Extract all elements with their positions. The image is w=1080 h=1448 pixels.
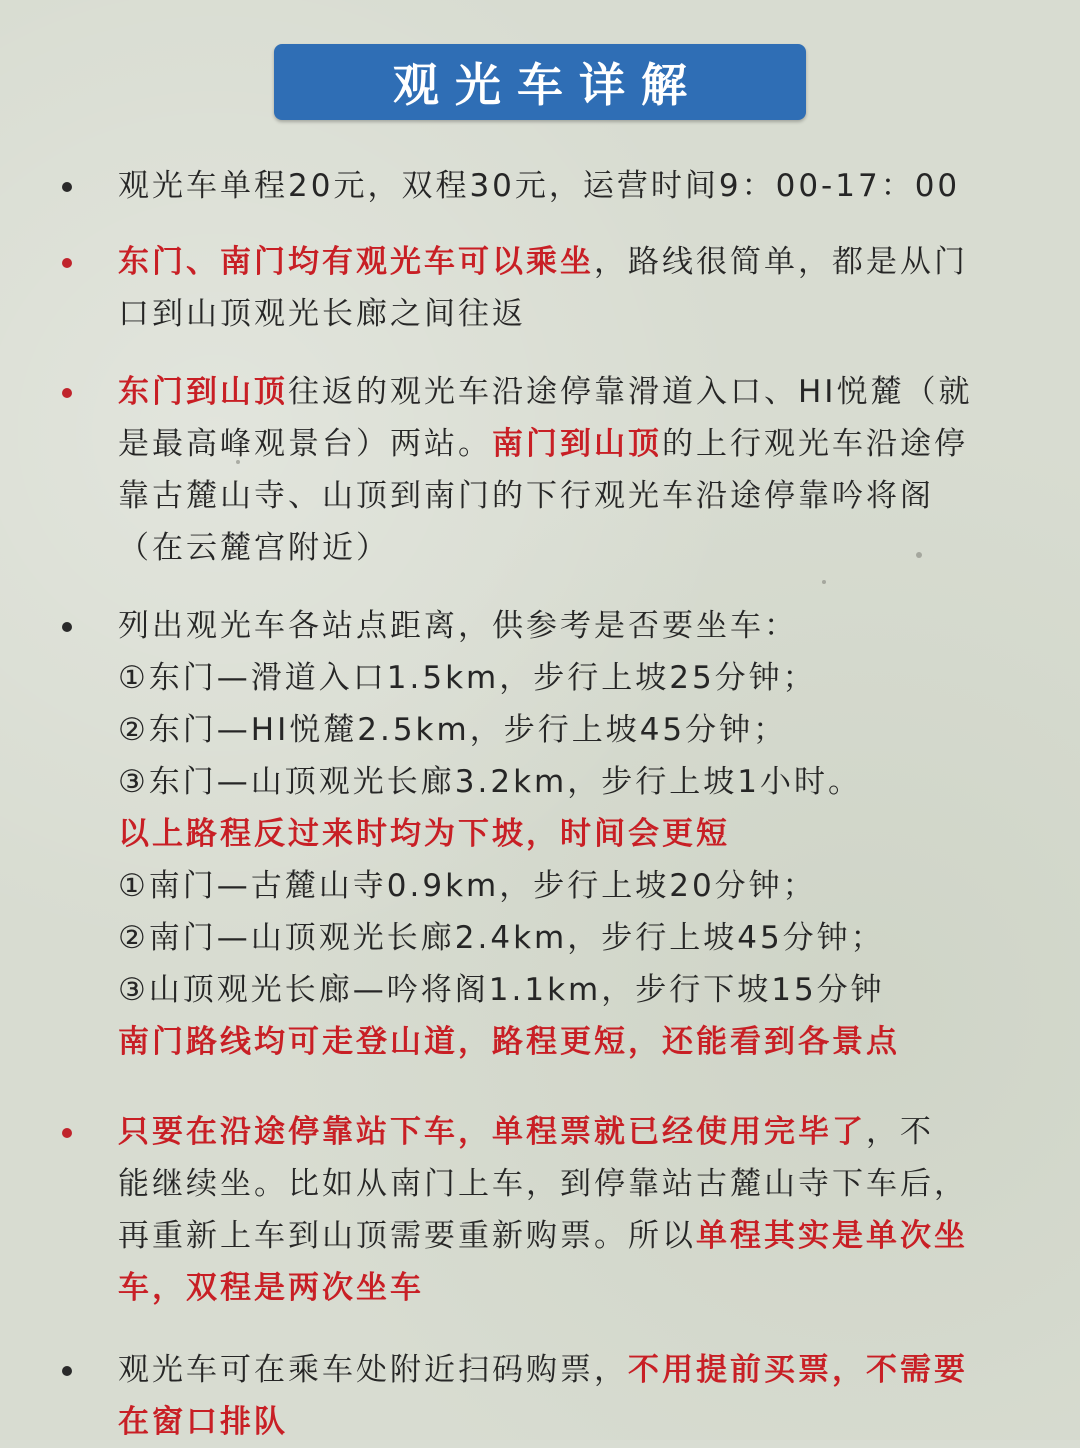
item-text: 观光车可在乘车处附近扫码购票， bbox=[118, 1352, 628, 1388]
distance-row: ③山顶观光长廊—吟将阁1.1km，步行下坡15分钟 bbox=[118, 972, 885, 1008]
bullet-list bbox=[0, 160, 1080, 1448]
list-item bbox=[0, 1344, 1080, 1448]
highlight-text: 以上路程反过来时均为下坡，时间会更短 bbox=[118, 816, 730, 852]
distance-row: ①东门—滑道入口1.5km，步行上坡25分钟； bbox=[118, 660, 817, 696]
highlight-text: 不用提前买票，不需要 bbox=[628, 1352, 968, 1388]
distance-row: ②南门—山顶观光长廊2.4km，步行上坡45分钟； bbox=[118, 920, 885, 956]
bullet-dot bbox=[62, 388, 72, 398]
distance-row: ②东门—HI悦麓2.5km，步行上坡45分钟； bbox=[118, 712, 788, 748]
highlight-text: 东门、南门均有观光车可以乘坐 bbox=[118, 244, 594, 280]
highlight-text: 只要在沿途停靠站下车，单程票就已经使用完毕了 bbox=[118, 1114, 866, 1150]
item-text: 列出观光车各站点距离，供参考是否要坐车： bbox=[118, 608, 798, 644]
highlight-text: 单程其实是单次坐 bbox=[696, 1218, 968, 1254]
item-text: ，路线很简单，都是从门 bbox=[594, 244, 968, 280]
list-item bbox=[0, 1106, 1080, 1314]
list-item bbox=[0, 160, 1080, 212]
bullet-dot bbox=[62, 182, 72, 192]
highlight-text: 南门到山顶 bbox=[492, 426, 662, 462]
highlight-text: 南门路线均可走登山道，路程更短，还能看到各景点 bbox=[118, 1024, 900, 1060]
item-text: 再重新上车到山顶需要重新购票。所以 bbox=[118, 1218, 696, 1254]
bullet-dot bbox=[62, 258, 72, 268]
page-title: 观光车详解 bbox=[393, 58, 703, 112]
item-text: 能继续坐。比如从南门上车，到停靠站古麓山寺下车后， bbox=[118, 1166, 968, 1202]
item-text: 观光车单程20元，双程30元，运营时间9：00-17：00 bbox=[118, 168, 961, 204]
list-item bbox=[0, 600, 1080, 1068]
highlight-text: 车，双程是两次坐车 bbox=[118, 1270, 424, 1306]
distance-row: ③东门—山顶观光长廊3.2km，步行上坡1小时。 bbox=[118, 764, 862, 800]
list-item bbox=[0, 236, 1080, 340]
bullet-dot bbox=[62, 1128, 72, 1138]
item-text: 是最高峰观景台）两站。 bbox=[118, 426, 492, 462]
item-text: （在云麓宫附近） bbox=[118, 530, 390, 566]
bullet-dot bbox=[62, 622, 72, 632]
title-banner bbox=[274, 44, 806, 120]
item-text: 的上行观光车沿途停 bbox=[662, 426, 968, 462]
highlight-text: 东门到山顶 bbox=[118, 374, 288, 410]
item-text: ，不 bbox=[866, 1114, 934, 1150]
item-text: 往返的观光车沿途停靠滑道入口、HI悦麓（就 bbox=[288, 374, 973, 410]
distance-row: ①南门—古麓山寺0.9km，步行上坡20分钟； bbox=[118, 868, 817, 904]
item-text: 靠古麓山寺、山顶到南门的下行观光车沿途停靠吟将阁 bbox=[118, 478, 934, 514]
item-text: 口到山顶观光长廊之间往返 bbox=[118, 296, 526, 332]
list-item bbox=[0, 366, 1080, 574]
bullet-dot bbox=[62, 1366, 72, 1376]
highlight-text: 在窗口排队 bbox=[118, 1404, 288, 1440]
